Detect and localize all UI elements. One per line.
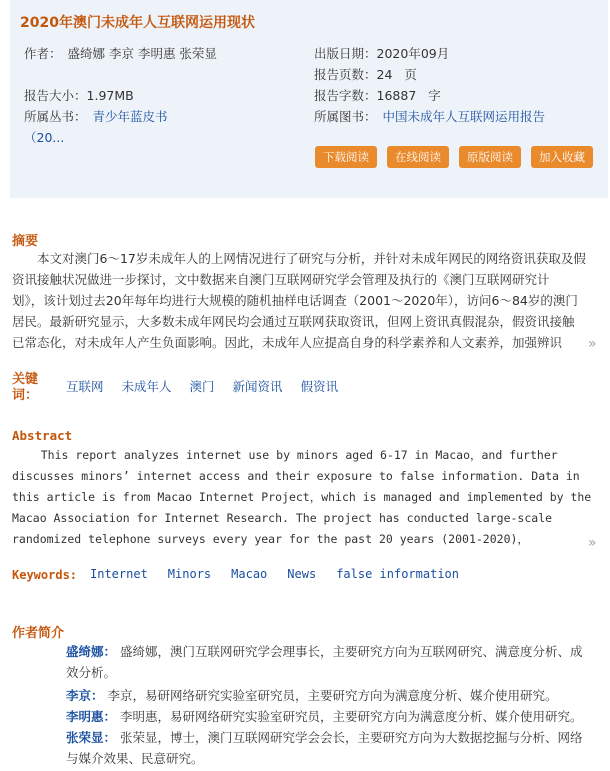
expand-abstract-en-icon[interactable]: » [588, 535, 597, 551]
authors-intro-heading: 作者简介 [12, 626, 65, 641]
words-row [314, 86, 441, 104]
author-entry [66, 706, 604, 727]
expand-abstract-cn-icon[interactable]: » [588, 336, 597, 352]
author-name-link[interactable]: 李京： [66, 688, 104, 703]
keyword-link[interactable]: Macao [231, 567, 268, 581]
pages-unit: 页 [404, 67, 417, 82]
abstract-en-line: This report analyzes internet use by minors aged 6-17 in Macao，and further [40, 448, 558, 462]
size-value: 1.97MB [86, 88, 134, 103]
pages-row [314, 65, 417, 83]
authors-value: 盛绮娜 李京 李明惠 张荣显 [67, 46, 217, 61]
series-label: 所属丛书： [24, 109, 87, 124]
keyword-link[interactable]: false information [336, 567, 460, 581]
abstract-en-heading: Abstract [12, 428, 73, 443]
authors-label: 作者： [24, 46, 62, 61]
author-desc-cont: 效分析。 [66, 665, 117, 680]
keyword-link[interactable]: Minors [167, 567, 212, 581]
abstract-en-line: discusses minors’ internet access and their exposure to false information. Data in [12, 469, 580, 483]
book-title: 2020年澳门未成年人互联网运用现状 [20, 15, 255, 31]
series-row [24, 107, 168, 125]
author-entry [66, 727, 604, 748]
author-desc: 李明惠，易研网络研究实验室研究员，主要研究方向为满意度分析、媒介使用研究。 [120, 709, 583, 724]
keywords-cn-label-text: 关键词： [12, 372, 39, 403]
pubdate-value: 2020年09月 [376, 46, 450, 61]
size-row [24, 86, 134, 104]
keyword-link[interactable]: 互联网 [66, 379, 104, 394]
words-value: 16887 [376, 88, 417, 103]
online-read-button[interactable]: 在线阅读 [387, 146, 449, 168]
keyword-link[interactable]: 新闻资讯 [232, 379, 283, 394]
pubdate-row [314, 44, 449, 62]
parent-book-row [314, 107, 545, 125]
author-entry [66, 641, 604, 662]
download-read-button[interactable]: 下载阅读 [315, 146, 377, 168]
abstract-cn-line: 划》，该计划过去20年每年均进行大规模的随机抽样电话调查（2001～2020年），访问6～84岁的澳门 [12, 293, 578, 308]
keyword-link[interactable]: 澳门 [189, 379, 215, 394]
keywords-en-label: Keywords: [12, 568, 78, 582]
add-favorite-button[interactable]: 加入收藏 [531, 146, 593, 168]
keyword-link[interactable]: 假资讯 [300, 379, 339, 394]
author-name-link[interactable]: 李明惠： [66, 709, 117, 724]
abstract-en-line: Macao Association for Internet Research. The project has conducted large-scale [12, 511, 553, 525]
words-unit: 字 [428, 88, 441, 103]
author-desc: 张荣显，博士，澳门互联网研究学会会长，主要研究方向为大数据挖掘与分析、网络 [120, 730, 583, 745]
keywords-cn-label [12, 372, 52, 404]
keyword-link[interactable]: Internet [90, 567, 148, 581]
original-read-button[interactable]: 原版阅读 [459, 146, 521, 168]
parent-book-label: 所属图书： [314, 109, 377, 124]
abstract-cn-line: 资讯接触状况做进一步探讨，文中数据来自澳门互联网研究学会管理及执行的《澳门互联网研究计 [12, 272, 550, 287]
pages-value: 24 [376, 67, 393, 82]
keyword-link[interactable]: News [287, 567, 317, 581]
keyword-link[interactable]: 未成年人 [121, 379, 172, 394]
author-desc-cont: 与媒介效果、民意研究。 [66, 751, 204, 766]
abstract-cn-line: 居民。最新研究显示，大多数未成年网民均会通过互联网获取资讯，但网上资讯真假混杂，假资讯接触 [12, 314, 575, 329]
keywords-cn-list [66, 377, 356, 395]
pages-label: 报告页数： [314, 67, 377, 82]
abstract-en-line: this article is from Macao Internet Project，which is managed and implemented by the [12, 490, 592, 504]
author-desc: 李京，易研网络研究实验室研究员，主要研究方向为满意度分析、媒介使用研究。 [107, 688, 558, 703]
abstract-cn-text [12, 248, 600, 353]
author-name-link[interactable]: 盛绮娜： [66, 644, 117, 659]
abstract-cn-line: 已常态化，对未成年人产生负面影响。因此，未成年人应提高自身的科学素养和人文素养，加强辨识 [12, 335, 563, 350]
series-more [24, 128, 64, 146]
abstract-cn-heading: 摘要 [12, 234, 39, 249]
abstract-en-line: randomized telephone surveys every year for the past 20 years (2001-2020)， [12, 532, 529, 546]
authors-row [24, 44, 217, 62]
author-name-link[interactable]: 张荣显： [66, 730, 117, 745]
author-desc: 盛绮娜，澳门互联网研究学会理事长，主要研究方向为互联网研究、满意度分析、成 [120, 644, 583, 659]
parent-book-link[interactable]: 中国未成年人互联网运用报告 [382, 109, 546, 124]
author-entry-cont [66, 748, 204, 769]
author-entry [66, 685, 604, 706]
book-info-panel [10, 0, 608, 198]
pubdate-label: 出版日期： [314, 46, 377, 61]
series-more-link[interactable]: （20... [24, 130, 65, 145]
abstract-cn-line: 本文对澳门6～17岁未成年人的上网情况进行了研究与分析，并针对未成年网民的网络资讯获取及假 [37, 251, 586, 266]
author-entry-cont [66, 662, 116, 683]
abstract-en-text [12, 445, 600, 550]
keywords-en-list [90, 567, 479, 581]
series-link[interactable]: 青少年蓝皮书 [92, 109, 168, 124]
words-label: 报告字数： [314, 88, 377, 103]
size-label: 报告大小： [24, 88, 87, 103]
